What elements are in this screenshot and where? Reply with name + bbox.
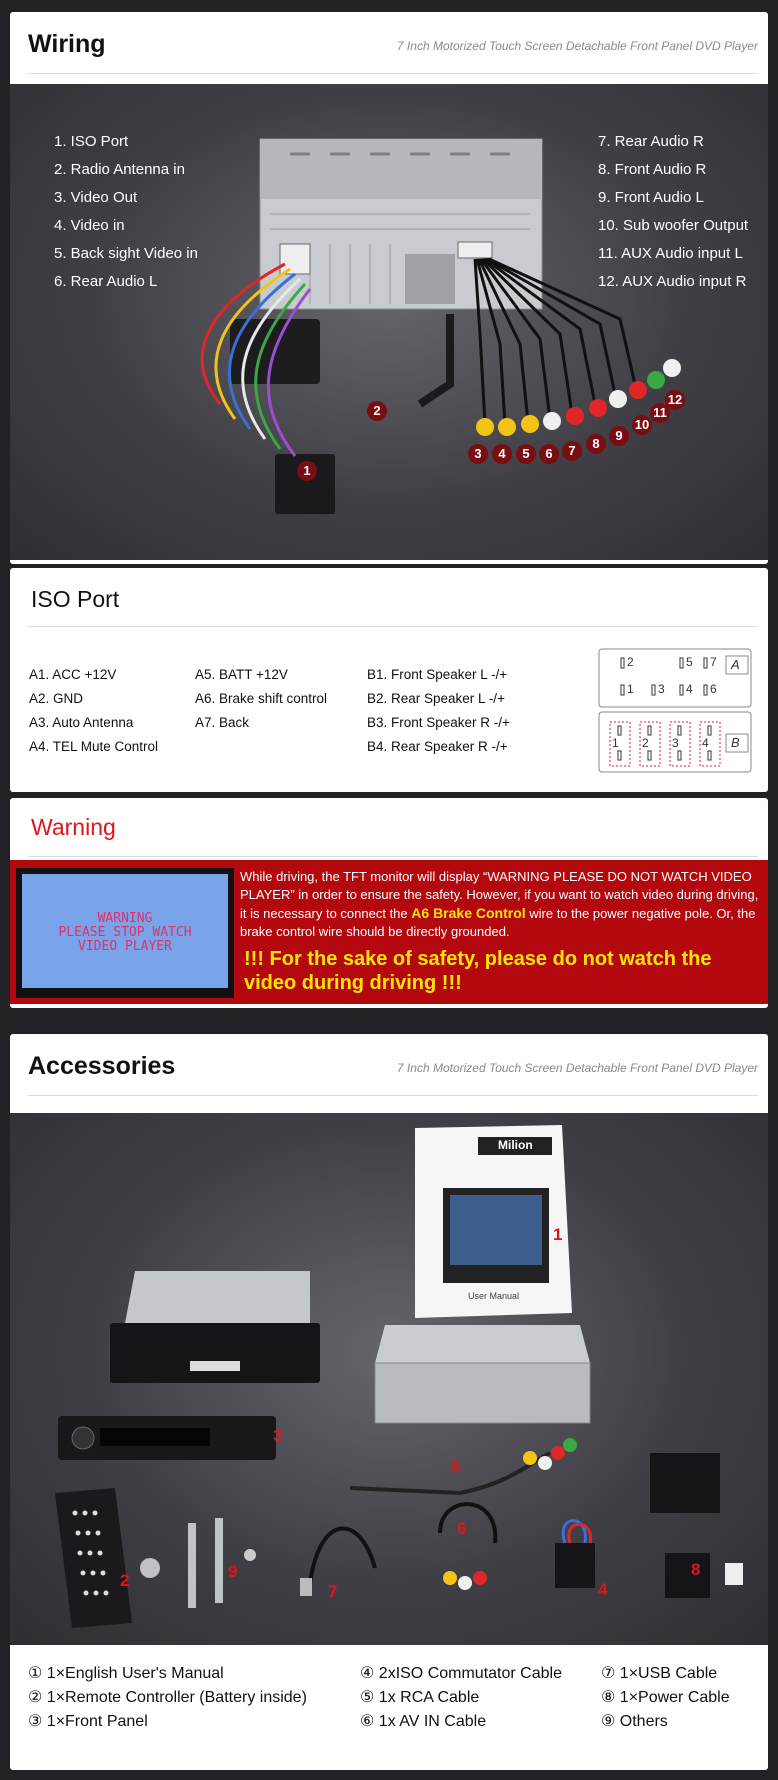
iso-connector-diagram xyxy=(598,648,752,774)
wiring-subtitle: 7 Inch Motorized Touch Screen Detachable Front Panel DVD Player xyxy=(396,39,758,53)
connector-outline xyxy=(598,648,752,774)
callout-6: 6 xyxy=(539,444,559,464)
wiring-title: Wiring xyxy=(28,30,106,58)
accessory-item: ② 1×Remote Controller (Battery inside) xyxy=(28,1689,307,1706)
pin-label: 5 xyxy=(686,655,693,669)
screen-line: WARNING xyxy=(97,911,153,926)
accessory-item: ⑨ Others xyxy=(601,1713,668,1730)
wiring-photo xyxy=(10,84,768,560)
accessories-title: Accessories xyxy=(28,1052,176,1080)
warning-banner xyxy=(10,860,768,1004)
divider xyxy=(28,73,758,74)
screen-line: PLEASE STOP WATCH xyxy=(58,925,192,940)
accessory-item: ③ 1×Front Panel xyxy=(28,1713,148,1730)
callout-4: 4 xyxy=(598,1580,608,1599)
safety-alert: !!! For the sake of safety, please do not watch the video during driving !!! xyxy=(244,948,712,994)
wiring-illustration xyxy=(10,84,768,560)
pin-label: 3 xyxy=(658,682,665,696)
pin-label: 1 xyxy=(612,736,619,750)
accessory-item: ⑦ 1×USB Cable xyxy=(601,1665,718,1682)
warning-title: Warning xyxy=(31,814,116,840)
divider xyxy=(28,856,758,857)
pin-label: 4 xyxy=(686,682,693,696)
iso-pin-b4: B4. Rear Speaker R -/+ xyxy=(367,739,508,754)
list-item: 11. AUX Audio input L xyxy=(598,245,743,262)
list-item: 3. Video Out xyxy=(54,189,138,206)
divider xyxy=(28,1095,758,1096)
iso-section xyxy=(10,568,768,792)
accessory-item: ④ 2xISO Commutator Cable xyxy=(360,1665,562,1682)
callout-2: 2 xyxy=(367,401,387,421)
accessories-header xyxy=(10,1034,768,1106)
iso-pin-a6: A6. Brake shift control xyxy=(195,691,328,706)
callout-7: 7 xyxy=(328,1582,338,1601)
callout-1: 1 xyxy=(553,1225,563,1244)
accessories-section xyxy=(10,1034,768,1770)
connector-a-label: A xyxy=(731,657,740,672)
brake-control-highlight: A6 Brake Control xyxy=(411,905,526,921)
callout-3: 3 xyxy=(273,1426,283,1445)
accessory-item: ⑥ 1x AV IN Cable xyxy=(360,1713,487,1730)
accessories-photo xyxy=(10,1113,768,1645)
list-item: 6. Rear Audio L xyxy=(54,273,158,290)
iso-pin-a7: A7. Back xyxy=(195,715,250,730)
list-item: 1. ISO Port xyxy=(54,133,129,150)
accessory-item: ⑤ 1x RCA Cable xyxy=(360,1689,480,1706)
accessory-item: ① 1×English User's Manual xyxy=(28,1665,224,1682)
callout-10: 10 xyxy=(632,415,652,435)
list-item: 7. Rear Audio R xyxy=(598,133,704,150)
accessory-item: ⑧ 1×Power Cable xyxy=(601,1689,730,1706)
list-item: 9. Front Audio L xyxy=(598,189,704,206)
iso-title: ISO Port xyxy=(31,586,120,612)
callout-9: 9 xyxy=(609,426,629,446)
iso-pin-b3: B3. Front Speaker R -/+ xyxy=(367,715,510,730)
wiring-header xyxy=(10,12,768,84)
list-item: 5. Back sight Video in xyxy=(54,245,198,262)
callout-1: 1 xyxy=(297,461,317,481)
iso-pin-b1: B1. Front Speaker L -/+ xyxy=(367,667,508,682)
list-item: 12. AUX Audio input R xyxy=(598,273,747,290)
monitor-display xyxy=(22,874,228,988)
callout-3: 3 xyxy=(468,444,488,464)
callout-9: 9 xyxy=(228,1562,238,1581)
callout-4: 4 xyxy=(492,444,512,464)
callout-11: 11 xyxy=(650,403,670,423)
callout-12: 12 xyxy=(665,390,685,410)
list-item: 8. Front Audio R xyxy=(598,161,707,178)
accessories-subtitle: 7 Inch Motorized Touch Screen Detachable Front Panel DVD Player xyxy=(396,1061,758,1075)
accessories-illustration xyxy=(10,1113,768,1645)
pin-label: 4 xyxy=(702,736,709,750)
iso-pin-a3: A3. Auto Antenna xyxy=(29,715,134,730)
iso-pin-a5: A5. BATT +12V xyxy=(195,667,288,682)
list-item: 2. Radio Antenna in xyxy=(54,161,185,178)
callout-5: 5 xyxy=(451,1457,461,1476)
iso-pin-a4: A4. TEL Mute Control xyxy=(29,739,159,754)
callout-5: 5 xyxy=(516,444,536,464)
pin-label: 6 xyxy=(710,682,717,696)
warning-body xyxy=(240,868,760,941)
callout-8: 8 xyxy=(586,434,606,454)
warning-section xyxy=(10,798,768,1008)
connector-b-label: B xyxy=(731,735,740,750)
callout-2: 2 xyxy=(120,1571,130,1590)
warning-text: While driving, the TFT monitor will display “WARNING PLEASE DO NOT WATCH VIDEO PLAYER” in order to ensure the safety. However, if you want to watch video during driving, it is necessary to connect the xyxy=(240,869,759,921)
iso-pin-a1: A1. ACC +12V xyxy=(29,667,117,682)
pin-label: 2 xyxy=(627,655,634,669)
manual-brand: Milion xyxy=(498,1138,533,1152)
list-item: 10. Sub woofer Output xyxy=(598,217,749,234)
list-item: 4. Video in xyxy=(54,217,125,234)
screen-line: VIDEO PLAYER xyxy=(78,939,172,954)
pin-label: 3 xyxy=(672,736,679,750)
pin-label: 7 xyxy=(710,655,717,669)
divider xyxy=(28,626,758,627)
pin-label: 1 xyxy=(627,682,634,696)
monitor-screen xyxy=(16,868,234,998)
callout-7: 7 xyxy=(562,441,582,461)
warning-text: wire to the power negative pole. Or, the brake control wire should be directly grounded. xyxy=(240,906,756,939)
wiring-section xyxy=(10,12,768,564)
manual-title: User Manual xyxy=(468,1291,520,1301)
callout-6: 6 xyxy=(457,1519,467,1538)
callout-8: 8 xyxy=(691,1560,701,1579)
pin-label: 2 xyxy=(642,736,649,750)
iso-pin-a2: A2. GND xyxy=(29,691,84,706)
iso-pin-b2: B2. Rear Speaker L -/+ xyxy=(367,691,505,706)
